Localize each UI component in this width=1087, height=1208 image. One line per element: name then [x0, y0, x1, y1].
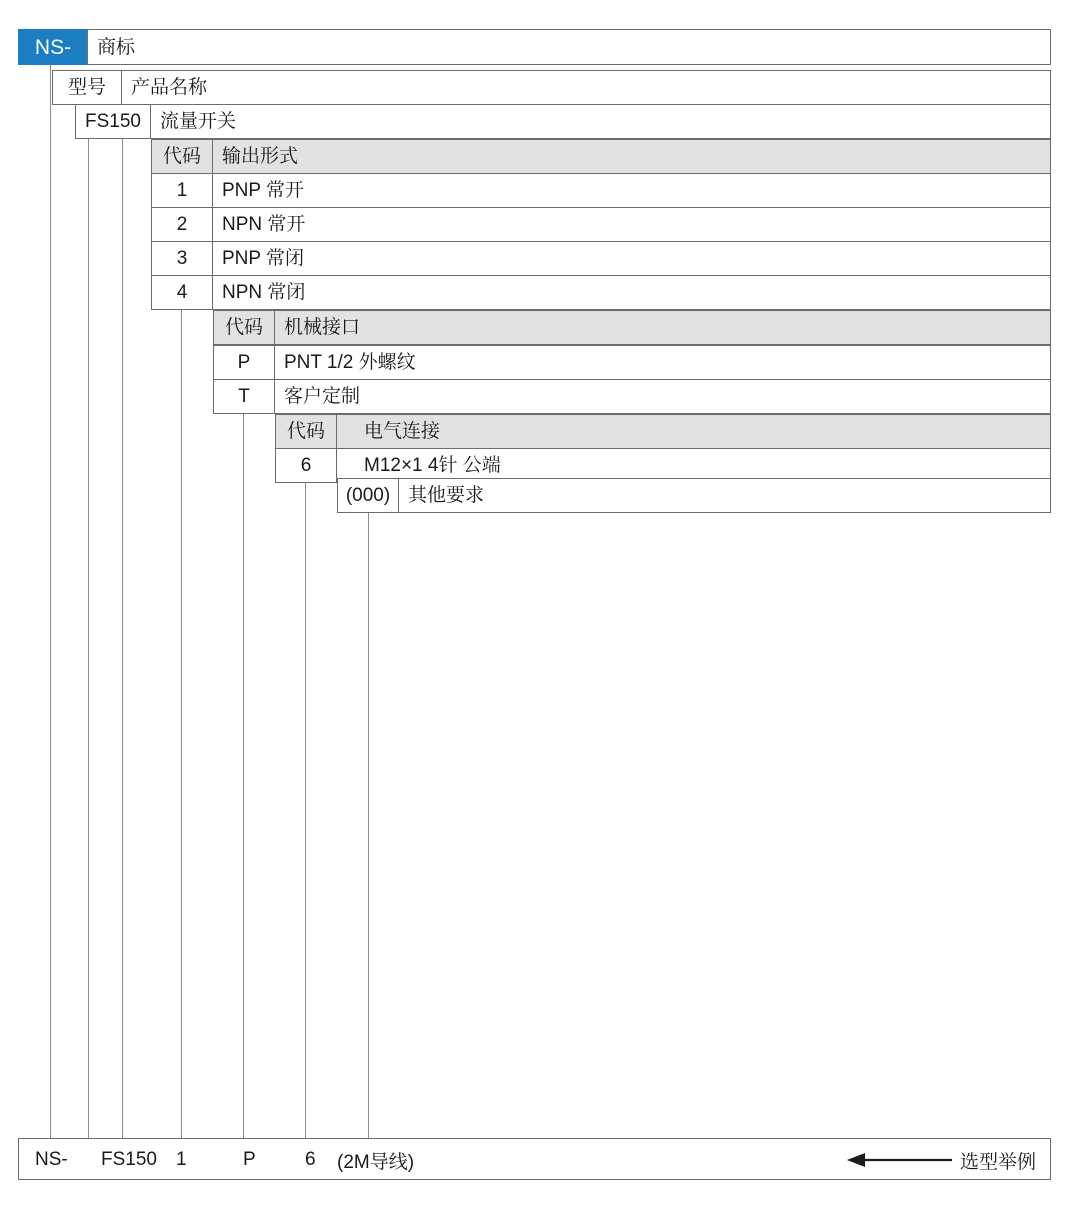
- row-mech-p: [213, 345, 1051, 380]
- row-output-header: [151, 139, 1051, 174]
- cell-brand-desc: 商标: [87, 29, 1051, 65]
- example-model: FS150: [101, 1149, 157, 1170]
- cell-output-header-code: 代码: [151, 139, 213, 174]
- cell-brand-code: NS-: [18, 29, 88, 65]
- cell-output-header-desc: 输出形式: [212, 139, 1051, 174]
- cell-output-3-code: 3: [151, 241, 213, 276]
- cell-output-2-desc: NPN 常开: [212, 207, 1051, 242]
- connector-line-model: [88, 105, 89, 1138]
- cell-other-code: (000): [337, 478, 399, 513]
- row-mech-header: [213, 310, 1051, 345]
- row-output-1: [151, 173, 1051, 208]
- cell-other-desc: 其他要求: [398, 478, 1051, 513]
- example-other: (2M导线): [337, 1151, 415, 1173]
- left-arrow-icon: [847, 1150, 952, 1170]
- example-brand: NS-: [35, 1149, 68, 1170]
- example-electrical: 6: [305, 1149, 316, 1170]
- row-model-value: [75, 104, 1051, 139]
- cell-model-header-code: 型号: [52, 70, 122, 105]
- row-output-3: [151, 241, 1051, 276]
- row-output-4: [151, 275, 1051, 310]
- cell-output-2-code: 2: [151, 207, 213, 242]
- connector-line-modelval: [122, 139, 123, 1138]
- cell-model-value-desc: 流量开关: [150, 104, 1051, 139]
- cell-mech-p-code: P: [213, 345, 275, 380]
- cell-mech-header-desc: 机械接口: [274, 310, 1051, 345]
- cell-elec-header-desc: 电气连接: [336, 414, 1051, 449]
- example-arrow-group: [847, 1139, 1036, 1181]
- cell-output-4-code: 4: [151, 275, 213, 310]
- cell-elec-header-code: 代码: [275, 414, 337, 449]
- connector-line-mech: [243, 413, 244, 1138]
- example-mechanical: P: [243, 1149, 256, 1170]
- example-arrow-label: 选型举例: [959, 1151, 1036, 1173]
- connector-line-brand: [50, 60, 51, 1138]
- cell-output-3-desc: PNP 常闭: [212, 241, 1051, 276]
- connector-line-elec: [305, 478, 306, 1138]
- cell-mech-p-desc: PNT 1/2 外螺纹: [274, 345, 1051, 380]
- cell-mech-t-desc: 客户定制: [274, 379, 1051, 414]
- row-output-2: [151, 207, 1051, 242]
- cell-output-4-desc: NPN 常闭: [212, 275, 1051, 310]
- example-output: 1: [176, 1149, 187, 1170]
- row-model-header: [52, 70, 1051, 105]
- row-other: [337, 478, 1051, 513]
- cell-output-1-desc: PNP 常开: [212, 173, 1051, 208]
- cell-mech-t-code: T: [213, 379, 275, 414]
- row-elec-header: [275, 414, 1051, 449]
- row-mech-t: [213, 379, 1051, 414]
- cell-elec-6-desc: M12×1 4针 公端: [336, 448, 1051, 483]
- row-brand: [18, 29, 1051, 65]
- cell-mech-header-code: 代码: [213, 310, 275, 345]
- cell-elec-6-code: 6: [275, 448, 337, 483]
- cell-model-header-desc: 产品名称: [121, 70, 1051, 105]
- example-strip: [18, 1138, 1051, 1180]
- cell-output-1-code: 1: [151, 173, 213, 208]
- cell-model-value-code: FS150: [75, 104, 151, 139]
- connector-line-other: [368, 511, 369, 1138]
- connector-line-output: [181, 308, 182, 1138]
